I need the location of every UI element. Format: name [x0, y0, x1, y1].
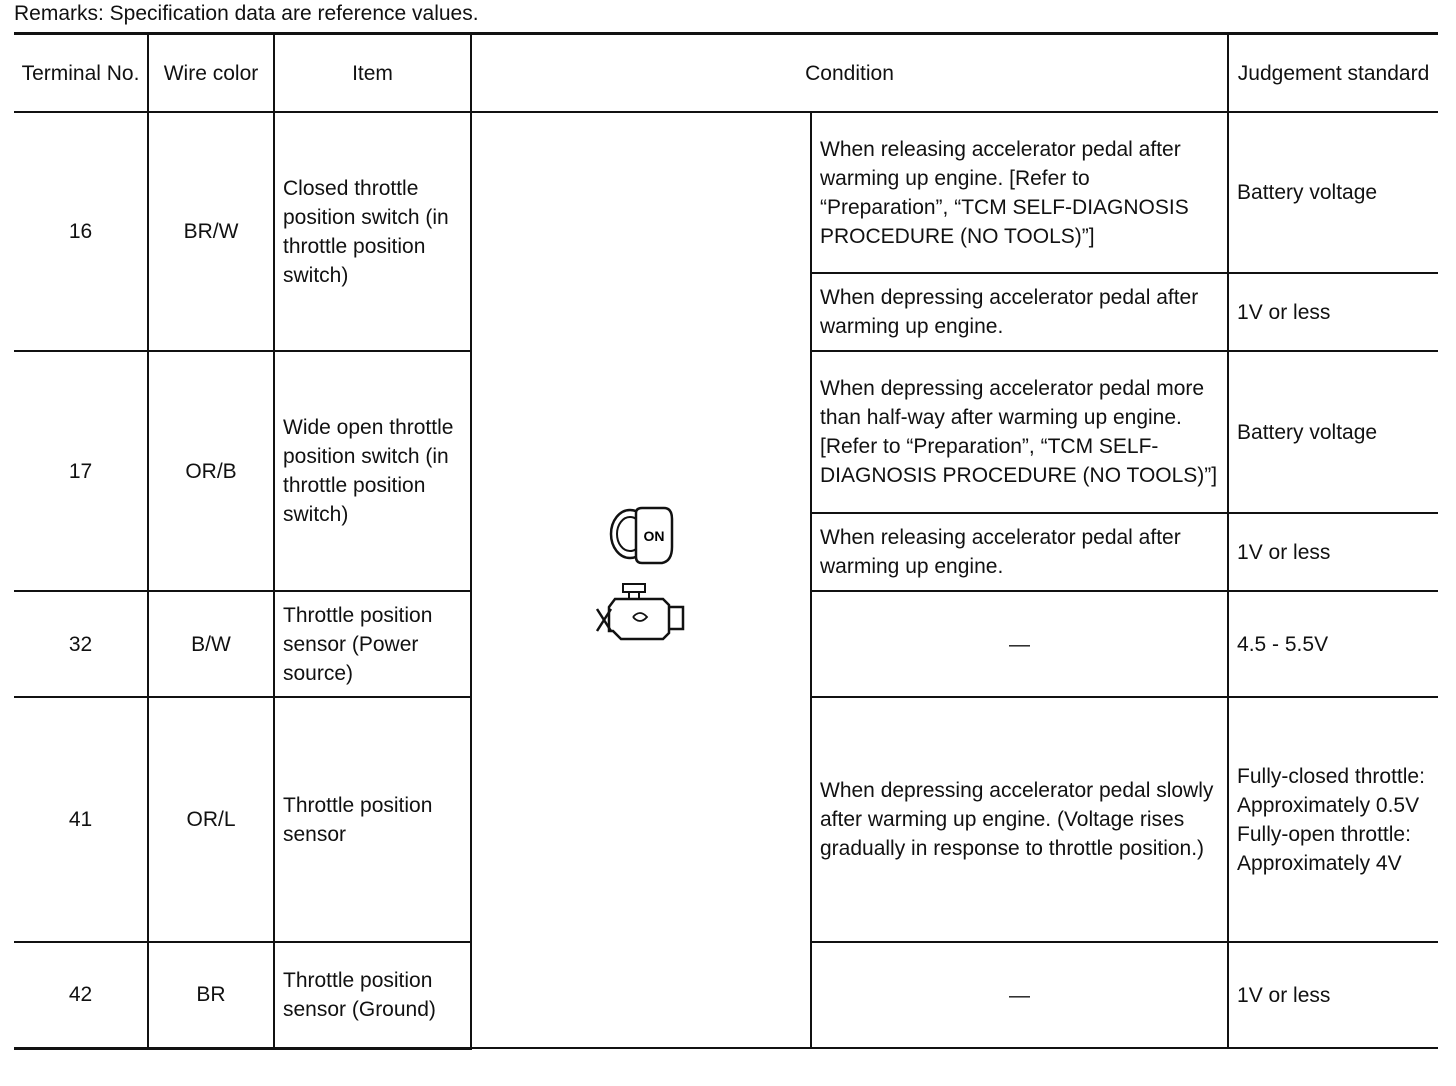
judgement-value: Battery voltage [1228, 112, 1438, 273]
condition-icons-cell [471, 112, 811, 1048]
condition-text: When releasing accelerator pedal after warming up engine. [Refer to “Preparation”, “TCM SELF-DIAGNOSIS PROCEDURE (NO TOOLS)”] [811, 112, 1228, 273]
terminal-spec-table [14, 32, 1438, 1050]
judgement-value: 1V or less [1228, 942, 1438, 1048]
table-header-row [14, 34, 1438, 113]
svg-text:ON: ON [643, 528, 665, 544]
condition-text: When releasing accelerator pedal after warming up engine. [811, 513, 1228, 591]
item: Throttle position sensor (Power source) [274, 591, 471, 697]
wire-color: OR/L [148, 697, 274, 942]
header-terminal-no: Terminal No. [14, 34, 148, 113]
item: Closed throttle position switch (in throttle position switch) [274, 112, 471, 351]
terminal-no: 42 [14, 942, 148, 1048]
condition-text: When depressing accelerator pedal slowly after warming up engine. (Voltage rises gradually in response to throttle position.) [811, 697, 1228, 942]
header-condition: Condition [471, 34, 1228, 113]
wire-color: BR [148, 942, 274, 1048]
ignition-key-on-icon [606, 505, 676, 567]
terminal-no: 32 [14, 591, 148, 697]
judgement-value: 1V or less [1228, 273, 1438, 351]
terminal-no: 16 [14, 112, 148, 351]
judgement-value: Fully-closed throttle: Approximately 0.5V Fully-open throttle: Approximately 4V [1228, 697, 1438, 942]
wire-color: BR/W [148, 112, 274, 351]
wire-color: OR/B [148, 351, 274, 591]
condition-text: — [811, 591, 1228, 697]
header-wire-color: Wire color [148, 34, 274, 113]
condition-text: — [811, 942, 1228, 1048]
header-judgement-standard: Judgement standard [1228, 34, 1438, 113]
terminal-no: 41 [14, 697, 148, 942]
condition-icons [593, 505, 689, 647]
judgement-value: Battery voltage [1228, 351, 1438, 513]
item: Throttle position sensor (Ground) [274, 942, 471, 1048]
item: Wide open throttle position switch (in throttle position switch) [274, 351, 471, 591]
header-item: Item [274, 34, 471, 113]
judgement-value: 4.5 - 5.5V [1228, 591, 1438, 697]
wire-color: B/W [148, 591, 274, 697]
item: Throttle position sensor [274, 697, 471, 942]
condition-text: When depressing accelerator pedal more than half-way after warming up engine. [Refer to “Preparation”, “TCM SELF-DIAGNOSIS PROCEDURE (NO TOOLS)”] [811, 351, 1228, 513]
terminal-no: 17 [14, 351, 148, 591]
remarks-note: Remarks: Specification data are reference values. [14, 2, 479, 25]
table-row [14, 112, 1438, 273]
judgement-value: 1V or less [1228, 513, 1438, 591]
engine-running-icon [593, 581, 689, 647]
condition-text: When depressing accelerator pedal after warming up engine. [811, 273, 1228, 351]
